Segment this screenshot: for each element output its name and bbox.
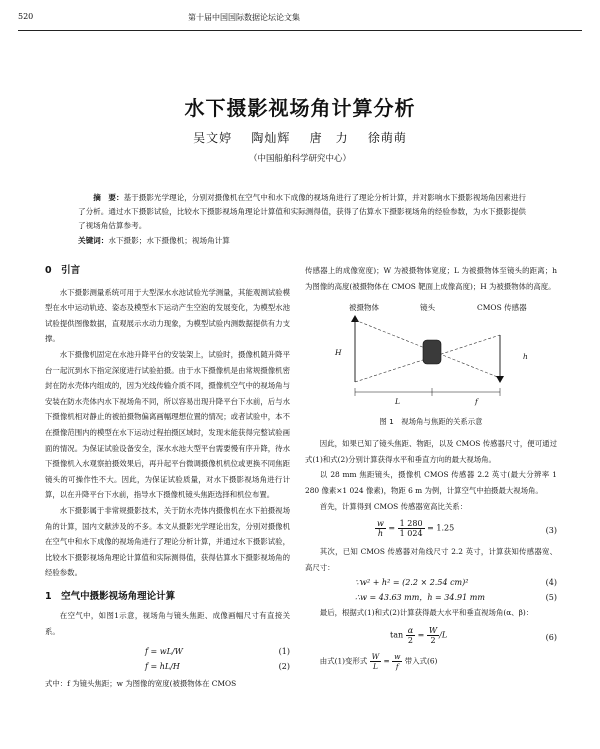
equation-6 (305, 624, 557, 648)
numerator: W (428, 625, 438, 635)
equation-text: tan $\frac{\alpha}{2}$ = $\frac{W}{2}$ /L (390, 625, 448, 645)
denominator: 2 (430, 635, 436, 645)
figure-1-diagram (305, 300, 557, 410)
lens-body (423, 340, 441, 364)
equation-rhs: /L (439, 630, 448, 640)
paragraph: 水下摄影属于非常规摄影技术，关于防水壳体内摄像机在水下拍摄视场角的计算，国内文献涉及的不多。本文从摄影光学理论出发，分别对摄像机在空气中和水下成像的视场角进行了理论分析计算，并通过水下摄影试验，比较水下摄影视场角理论计算值和实际测得值，获得估算水下摄影视场角的经验参数。 (45, 505, 290, 578)
abstract-label: 摘 要： (93, 193, 124, 202)
numerator: 1 280 (399, 519, 423, 529)
text: 由式(1)变形式 (319, 656, 368, 666)
denominator: 2 (407, 635, 413, 645)
equation-text: ∴w = 43.63 mm，h = 34.91 mm (355, 593, 485, 603)
keywords-text: 水下摄影；水下摄像机；视场角计算 (108, 235, 230, 245)
equation-text: f = hL/H (145, 661, 180, 671)
equation-number: (5) (545, 593, 557, 603)
figure-label-f: f (475, 397, 478, 407)
keywords (78, 234, 528, 248)
fraction (370, 652, 382, 671)
equation-rhs: = 1.25 (427, 523, 455, 533)
sensor-arrowhead (496, 376, 504, 383)
paragraph: 首先，计算得到 CMOS 传感器宽高比关系： (319, 501, 468, 511)
section-heading-1: 1 空气中摄影视场角理论计算 (45, 590, 176, 602)
equation-number: (6) (545, 632, 557, 642)
keywords-label: 关键词： (78, 235, 109, 245)
left-column (45, 263, 290, 691)
denominator: L (372, 661, 378, 671)
author: 徐萌萌 (367, 131, 407, 145)
abstract-body (78, 191, 528, 234)
figure-label-H: H (335, 348, 342, 358)
fraction (406, 626, 415, 645)
equation-5 (305, 590, 557, 605)
numerator: α (407, 625, 414, 635)
tan-symbol: tan (390, 630, 404, 640)
equation-number: (4) (545, 578, 557, 588)
fraction (375, 519, 386, 538)
abstract (78, 191, 528, 248)
paragraph: 在空气中，如图1示意，视场角与镜头焦距、成像画幅尺寸有直接关系。 (45, 611, 290, 637)
paragraph: 最后，根据式(1)和式(2)计算获得最大水平和垂直视场角(α、β)： (319, 608, 534, 618)
equation-text: $\frac{w}{h}$ = $\frac{1 280}{1 024}$ = 1.25 (377, 519, 455, 539)
author: 陶灿辉 (251, 131, 291, 145)
journal-title: 第十届中国国际数据论坛论文集 (188, 13, 300, 22)
author: 唐 力 (309, 131, 349, 145)
right-column (305, 263, 557, 671)
fraction (398, 519, 425, 538)
section-heading-intro: 0 引言 (45, 265, 81, 276)
equation-1 (45, 644, 290, 659)
author-list (0, 129, 600, 146)
fraction (427, 626, 439, 645)
paragraph: 因此，如果已知了镜头焦距、物距，以及 CMOS 传感器尺寸，便可通过式(1)和式(2)分别计算获得水平和垂直方向的最大视场角。 (305, 439, 557, 464)
fraction (392, 652, 402, 671)
figure-label-sensor: CMOS 传感器 (477, 303, 527, 313)
denominator: h (377, 529, 383, 539)
figure-label-lens: 镜头 (420, 303, 435, 313)
equation-number: (1) (278, 646, 290, 656)
paragraph: 水下摄影测量系统可用于大型深水水池试验光学测量，其能观测试验模型在水中运动轨迹、姿态及模型水下运动产生空泡的发展变化，为模型水池试验提供图像数据，直观展示水动力现象，为模型试验内测数据提供有力支撑。 (45, 287, 290, 344)
equation-text: f = wL/W (145, 646, 183, 656)
paper-title: 水下摄影视场角计算分析 (184, 96, 416, 120)
equation-3 (305, 517, 557, 541)
numerator: w (377, 519, 384, 529)
figure-1-caption: 图 1 视场角与焦距的关系示意 (379, 417, 483, 427)
page-number: 520 (18, 12, 34, 21)
abstract-text: 基于摄影光学理论，分别对摄像机在空气中和水下成像的视场角进行了理论分析计算，并对影响水下摄影视场角因素进行了分析。通过水下摄影试验，比较水下摄影视场角理论计算值和实际测得值，获得了估算水下摄影视场角的经验参数，为水下摄影提供了视场角估算参考。 (78, 193, 527, 231)
figure-label-L: L (395, 397, 400, 407)
paragraph: 传感器上的成像宽度)；W 为被摄物体宽度；L 为被摄物体至镜头的距离；h 为图像的高度(被摄物体在 CMOS 靶面上成像高度)；H 为被摄物体的高度。 (305, 266, 557, 291)
equation-number: (2) (278, 661, 290, 671)
affiliation: （中国船舶科学研究中心） (248, 154, 351, 164)
numerator: W (371, 651, 380, 661)
numerator: w (394, 651, 401, 661)
equation-2 (45, 659, 290, 674)
paragraph: 式中：f 为镜头焦距；w 为图像的宽度(被摄物体在 CMOS (45, 678, 237, 688)
figure-label-h: h (523, 352, 528, 362)
equation-text: ∵w² + h² = (2.2 × 2.54 cm)² (355, 578, 469, 588)
paragraph: 其次，已知 CMOS 传感器对角线尺寸 2.2 英寸，计算获知传感器宽、高尺寸： (305, 547, 557, 572)
figure-1 (305, 300, 557, 430)
paragraph-last: 由式(1)变形式 $\frac{W}{L}$ = $\frac{w}{f}$ 带入式(6) (319, 651, 438, 671)
author: 吴文婷 (193, 131, 233, 145)
denominator: f (395, 661, 399, 671)
text: 带入式(6) (404, 656, 438, 666)
running-header (18, 12, 582, 28)
equation-number: (3) (545, 526, 557, 536)
denominator: 1 024 (399, 529, 423, 539)
equation-4 (305, 575, 557, 590)
header-rule (18, 30, 582, 31)
paragraph: 水下摄像机固定在水池升降平台的安装架上，试验时，摄像机随升降平台一起沉到水下指定深度进行试验拍摄。由于水下摄像机是由常规摄像机密封在防水壳体内组成的，因为光线传输介质不同，摄像机空气中的视场角与安装在防水壳体内水下视场角不同，所以容易出现升降平台下水前，后与水下摄像机相对静止的被拍摄物偏离画幅理想位置的情况；或者试验中，本不在摄像范围内的模型在水下运动过程拍摄区域时，发现未能获得完整试验画面的情况。为保证试验设备安全，深水水池大型平台需要慢有序升降，待水下摄像机入水观察拍摄效果后，再升起平台微调摄像机机位或更换不同焦距镜头的可操作性不大。因此，为保证试验质量，对水下摄影视场角进行计算，以在升降平台下水前，指导水下摄像机镜头焦距选择和机位布置。 (45, 349, 290, 500)
figure-label-object: 被摄物体 (349, 303, 379, 313)
paragraph: 以 28 mm 焦距镜头，摄像机 CMOS 传感器 2.2 英寸(最大分辨率 1 280 像素×1 024 像素)，物距 6 m 为例，计算空气中拍摄最大视场角。 (305, 470, 557, 495)
